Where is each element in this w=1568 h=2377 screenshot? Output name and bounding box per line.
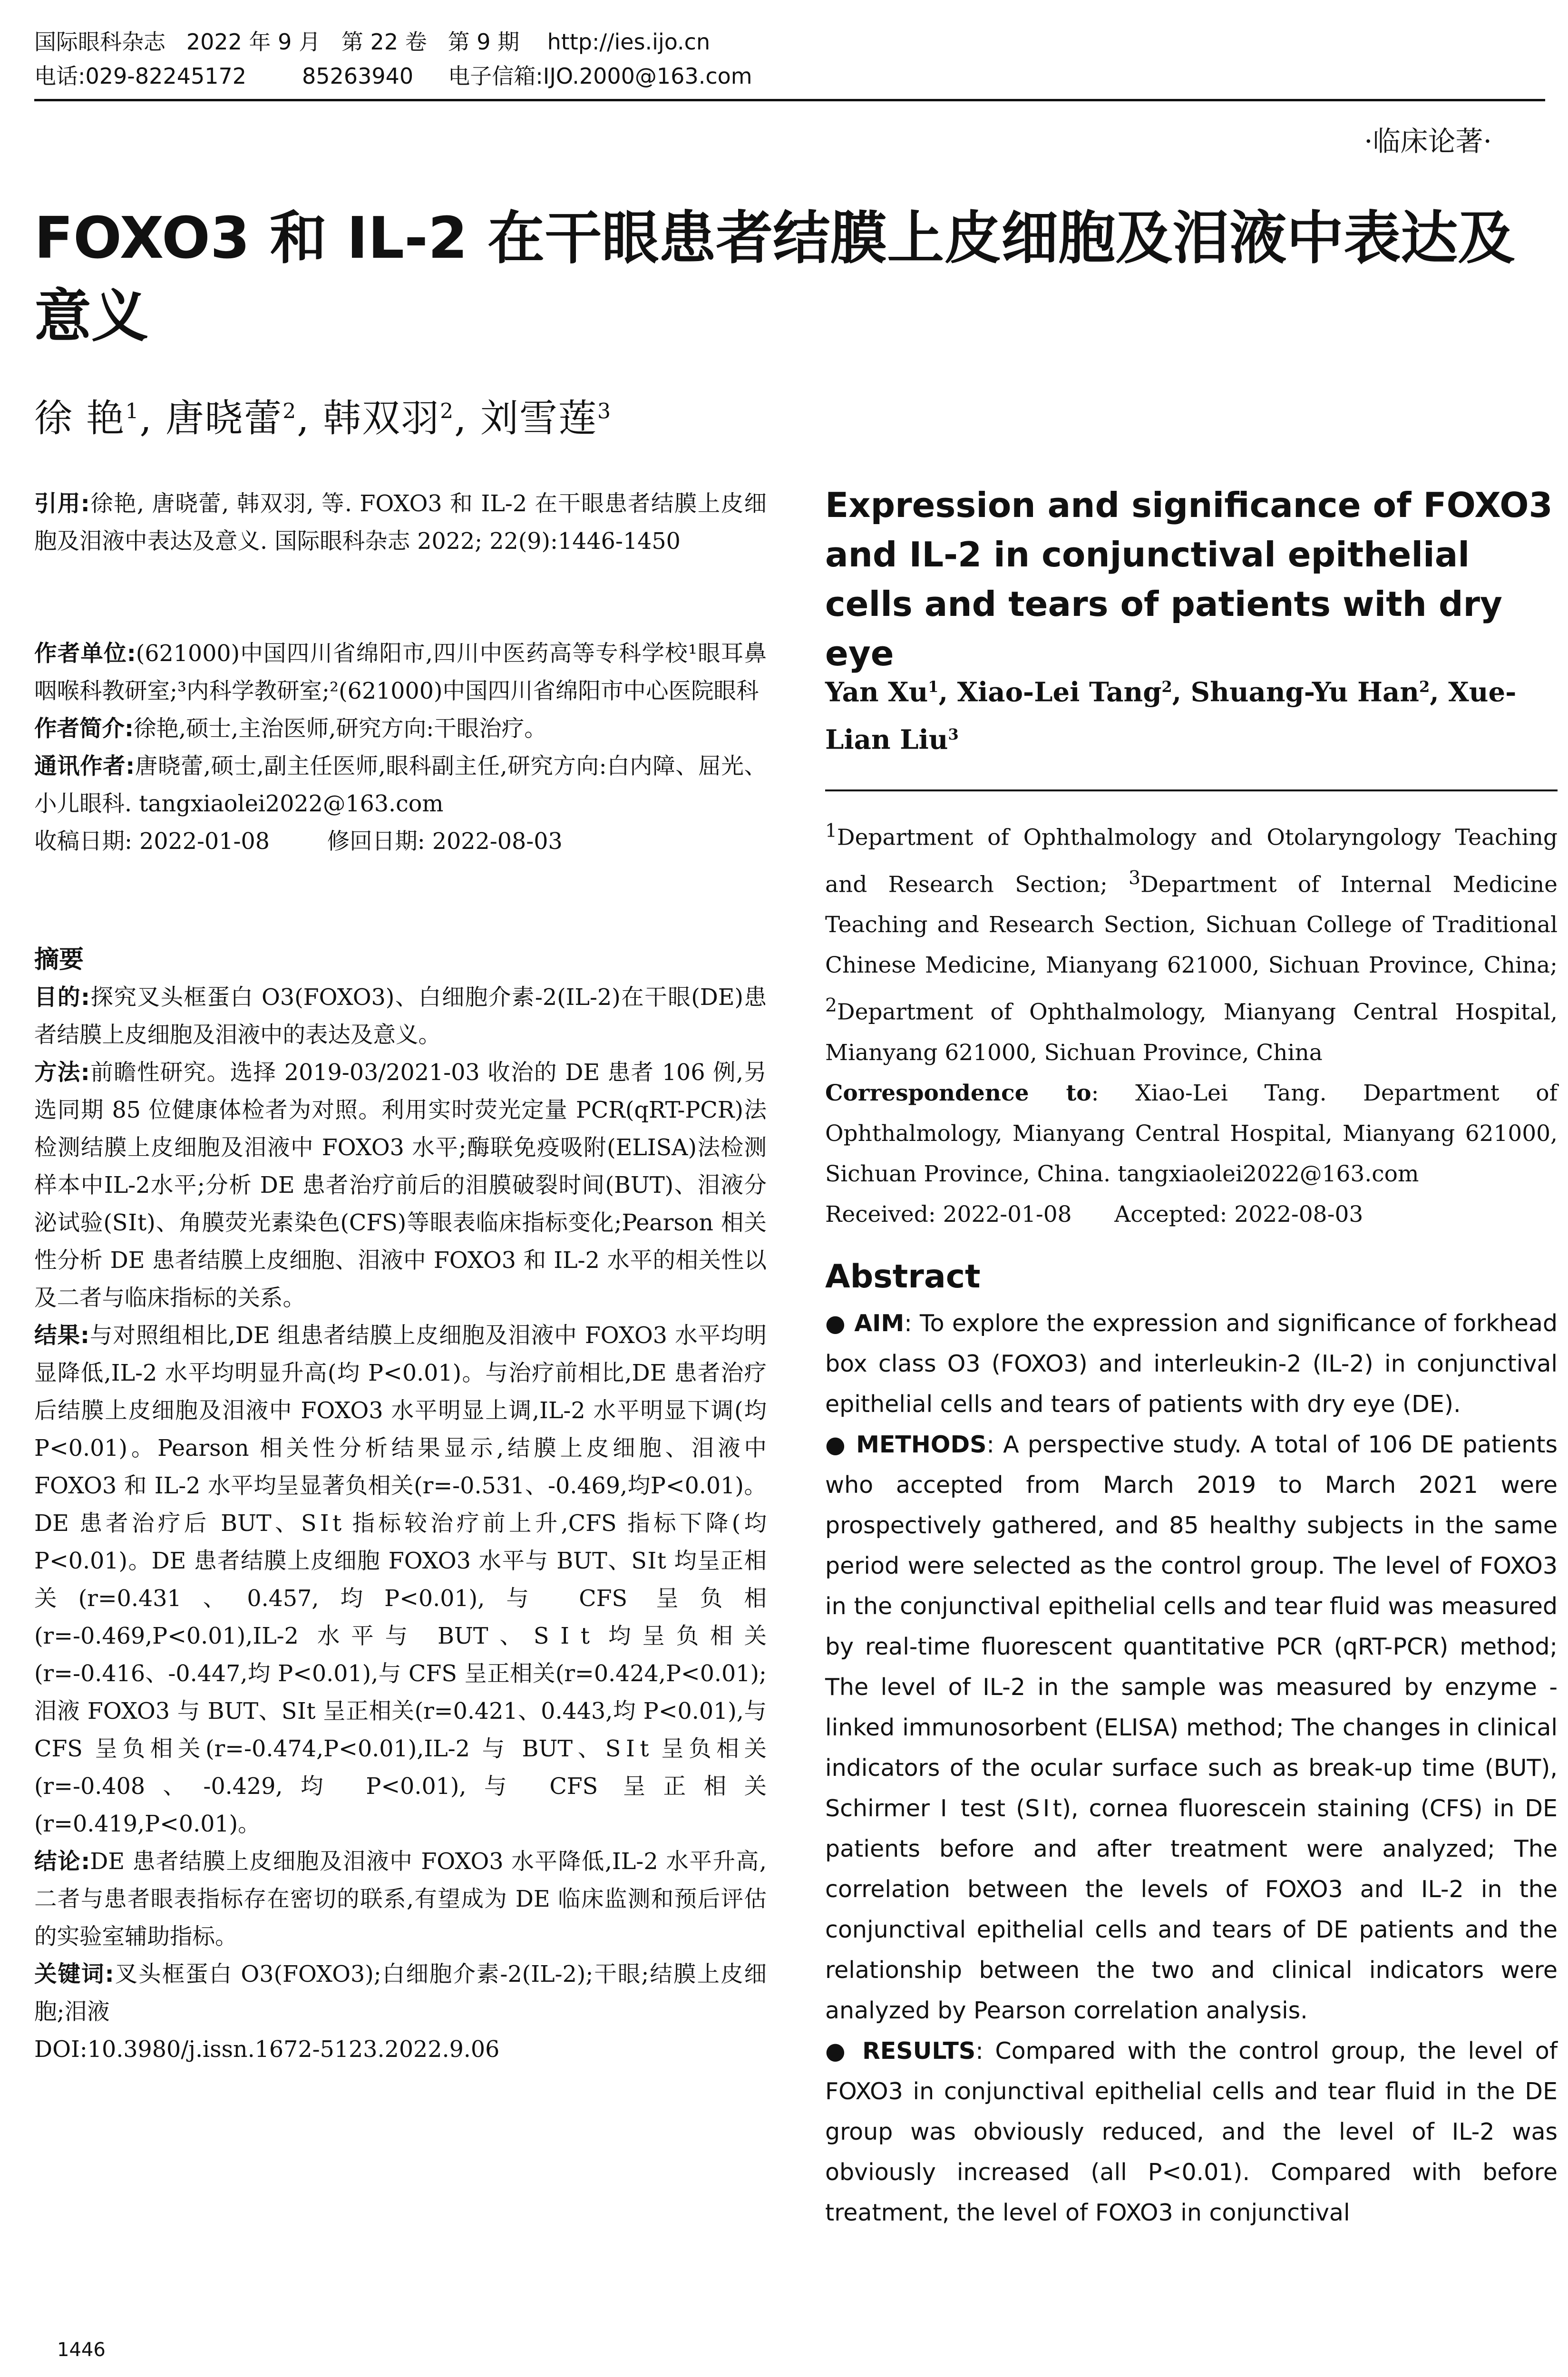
abstract-en-results (825, 2031, 1558, 2233)
author-name: 徐 艳 (34, 396, 126, 440)
abstract-results-text: 与对照组相比,DE 组患者结膜上皮细胞及泪液中 FOXO3 水平均明显降低,IL-2 水平均明显升高(均 P<0.01)。与治疗前相比,DE 患者治疗后结膜上皮细胞及泪液中 FOXO3 水平明显上调,IL-2 水平明显下调(均 P<0.01)。Pearson 相关性分析结果显示,结膜上皮细胞、泪液中 FOXO3 和 IL-2 水平均呈显著负相关(r=-0.531、-0.469,均P<0.01)。DE 患者治疗后 BUT、SⅠt 指标较治疗前上升,CFS 指标下降(均 P<0.01)。DE 患者结膜上皮细胞 FOXO3 水平与 BUT、SⅠt 均呈正相关(r=0.431、0.457,均P<0.01),与 CFS 呈负相(r=-0.469,P<0.01),IL-2 水平与 BUT、SⅠt 均呈负相关(r=-0.416、-0.447,均 P<0.01),与 CFS 呈正相关(r=0.424,P<0.01);泪液 FOXO3 与 BUT、SⅠt 呈正相关(r=0.421、0.443,均 P<0.01),与 CFS 呈负相关(r=-0.474,P<0.01),IL-2 与 BUT、SⅠt 呈负相关(r=-0.408、-0.429,均 P<0.01),与 CFS 呈正相关(r=0.419,P<0.01)。 (34, 1323, 767, 1837)
abstract-conclusion-text: DE 患者结膜上皮细胞及泪液中 FOXO3 水平降低,IL-2 水平升高,二者与患者眼表指标存在密切的联系,有望成为 DE 临床监测和预后评估的实验室辅助指标。 (34, 1849, 767, 1950)
author-name: 韩双羽 (323, 396, 440, 440)
abstract-en-results-label: ● RESULTS (825, 2037, 976, 2065)
abstract-results (34, 1317, 767, 1843)
header-rule (34, 99, 1545, 101)
author-affil-mark: 2 (440, 399, 455, 424)
corresponding-author-label: 通讯作者: (34, 753, 135, 779)
english-correspondence (825, 1073, 1558, 1194)
abstract-aim-text: 探究叉头框蛋白 O3(FOXO3)、白细胞介素-2(IL-2)在干眼(DE)患者结膜上皮细胞及泪液中的表达及意义。 (34, 984, 767, 1048)
corresponding-author (34, 748, 767, 823)
author-name: Yan Xu (825, 676, 928, 708)
affil-text: Department of Ophthalmology and Otolaryngology Teaching and Research Section; (825, 824, 1558, 898)
abstract-en (825, 1303, 1558, 2233)
citation-text: 徐艳, 唐晓蕾, 韩双羽, 等. FOXO3 和 IL-2 在干眼患者结膜上皮细胞及泪液中表达及意义. 国际眼科杂志 2022; 22(9):1446-1450 (34, 491, 767, 555)
abstract-en-methods-label: ● METHODS (825, 1431, 987, 1458)
affil-mark: 2 (825, 995, 837, 1017)
received-revised-dates: 收稿日期: 2022-01-08 修回日期: 2022-08-03 (34, 828, 563, 855)
english-author-list (825, 666, 1558, 760)
author-bio-label: 作者简介: (34, 716, 134, 742)
author-affil-mark: 2 (1419, 678, 1430, 696)
author-name: Xiao-Lei Tang (957, 676, 1162, 708)
author-separator: , (454, 396, 481, 440)
author-separator: , (297, 396, 323, 440)
affil-text: Department of Ophthalmology, Mianyang Central Hospital, Mianyang 621000, Sichuan Province, China (825, 999, 1558, 1066)
abstract-methods (34, 1054, 767, 1317)
abstract-en-methods-text: : A perspective study. A total of 106 DE patients who accepted from March 2019 to March 2021 were prospectively gathered, and 85 healthy subjects in the same period were selected as the control group. The level of FOXO3 in the conjunctival epithelial cells and tear fluid was measured by real-time fluorescent quantitative PCR (qRT-PCR) method; The level of IL-2 in the sample was measured by enzyme - linked immunosorbent (ELISA) method; The changes in clinical indicators of the ocular surface such as break-up time (BUT), Schirmer Ⅰ test (SⅠt), cornea fluorescein staining (CFS) in DE patients before and after treatment were analyzed; The correlation between the levels of FOXO3 and IL-2 in the conjunctival epithelial cells and tears of DE patients and the relationship between the two and clinical indicators were analyzed by Pearson correlation analysis. (825, 1431, 1558, 2024)
affil-text: Department of Internal Medicine Teaching and Research Section, Sichuan College of Traditional Chinese Medicine, Mianyang 621000, Sichuan Province, China; (825, 871, 1558, 979)
author-name: Xue-Lian Liu (825, 676, 1517, 756)
doi: DOI:10.3980/j.issn.1672-5123.2022.9.06 (34, 2036, 500, 2063)
abstract-conclusion-label: 结论: (34, 1849, 90, 1875)
english-title: Expression and significance of FOXO3 and IL-2 in conjunctival epithelial cells and tears of patients with dry eye (825, 485, 1553, 673)
english-author-rule (825, 789, 1558, 791)
abstract-en-aim-label: ● AIM (825, 1310, 905, 1337)
author-separator: , (938, 676, 957, 708)
author-separator: , (139, 396, 166, 440)
author-affil-mark: 1 (928, 678, 939, 696)
author-name: 刘雪莲 (480, 396, 598, 440)
author-affil-mark: 3 (597, 399, 612, 424)
abstract-heading-en: Abstract (825, 1258, 981, 1296)
author-list (34, 388, 612, 442)
abstract-en-aim-text: : To explore the expression and significance of forkhead box class O3 (FOXO3) and interleukin-2 (IL-2) in conjunctival epithelial cells and tears of patients with dry eye (DE). (825, 1310, 1558, 1418)
author-separator: , (1430, 676, 1449, 708)
journal-header-line2: 电话:029-82245172 85263940 电子信箱:IJO.2000@163.com (34, 63, 752, 89)
affiliation-label: 作者单位: (34, 641, 136, 667)
affiliation (34, 635, 767, 710)
author-name: Shuang-Yu Han (1190, 676, 1420, 708)
abstract-en-results-text: : Compared with the control group, the level of FOXO3 in conjunctival epithelial cells and tear fluid in the DE group was obviously reduced, and the level of IL-2 was obviously increased (all P<0.01). Compared with before treatment, the level of FOXO3 in conjunctival (825, 2037, 1558, 2226)
journal-header-line1: 国际眼科杂志 2022 年 9 月 第 22 卷 第 9 期 http://ies.ijo.cn (34, 29, 711, 55)
abstract-conclusion (34, 1843, 767, 1956)
section-tag: ·临床论著· (1364, 125, 1492, 157)
page-number: 1446 (57, 2339, 106, 2361)
abstract-results-label: 结果: (34, 1323, 89, 1349)
correspondence-text: : Xiao-Lei Tang. Department of Ophthalmology, Mianyang Central Hospital, Mianyang 621000, Sichuan Province, China. tangxiaolei2022@163.com (825, 1080, 1558, 1187)
author-affil-mark: 2 (1161, 678, 1172, 696)
affil-mark: 3 (1129, 867, 1141, 889)
english-affiliation (825, 811, 1558, 1073)
abstract-cn (34, 979, 767, 2068)
abstract-aim (34, 979, 767, 1054)
abstract-heading-cn: 摘要 (34, 945, 84, 974)
article-title: FOXO3 和 IL-2 在干眼患者结膜上皮细胞及泪液中表达及意义 (34, 205, 1515, 350)
citation-block (34, 485, 767, 560)
author-name: 唐晓蕾 (166, 396, 283, 440)
abstract-en-methods (825, 1424, 1558, 2031)
corresponding-author-text: 唐晓蕾,硕士,副主任医师,眼科副主任,研究方向:白内障、屈光、小儿眼科. tangxiaolei2022@163.com (34, 753, 767, 817)
abstract-aim-label: 目的: (34, 984, 90, 1011)
author-affil-mark: 1 (125, 399, 140, 424)
abstract-methods-text: 前瞻性研究。选择 2019-03/2021-03 收治的 DE 患者 106 例,另选同期 85 位健康体检者为对照。利用实时荧光定量 PCR(qRT-PCR)法检测结膜上皮细胞及泪液中 FOXO3 水平;酶联免疫吸附(ELISA)法检测样本中IL-2水平;分析 DE 患者治疗前后的泪膜破裂时间(BUT)、泪液分泌试验(SⅠt)、角膜荧光素染色(CFS)等眼表临床指标变化;Pearson 相关性分析 DE 患者结膜上皮细胞、泪液中 FOXO3 和 IL-2 水平的相关性以及二者与临床指标的关系。 (34, 1060, 767, 1311)
affiliation-text: (621000)中国四川省绵阳市,四川中医药高等专科学校¹眼耳鼻咽喉科教研室;³内科学教研室;²(621000)中国四川省绵阳市中心医院眼科 (34, 641, 767, 704)
abstract-en-aim (825, 1303, 1558, 1424)
abstract-methods-label: 方法: (34, 1060, 90, 1086)
correspondence-label: Correspondence to (825, 1080, 1091, 1106)
author-affil-mark: 3 (948, 725, 959, 743)
keywords (34, 1956, 767, 2031)
keywords-label: 关键词: (34, 1961, 114, 1987)
author-bio (34, 710, 767, 748)
affil-mark: 1 (825, 820, 837, 842)
keywords-text: 叉头框蛋白 O3(FOXO3);白细胞介素-2(IL-2);干眼;结膜上皮细胞;泪液 (34, 1961, 767, 2025)
author-affil-mark: 2 (282, 399, 297, 424)
citation-label: 引用: (34, 491, 90, 517)
author-separator: , (1172, 676, 1191, 708)
english-dates: Received: 2022-01-08 Accepted: 2022-08-03 (825, 1201, 1363, 1227)
author-bio-text: 徐艳,硕士,主治医师,研究方向:干眼治疗。 (134, 716, 547, 742)
english-affiliation-block (825, 811, 1558, 1235)
author-info-block (34, 635, 767, 860)
